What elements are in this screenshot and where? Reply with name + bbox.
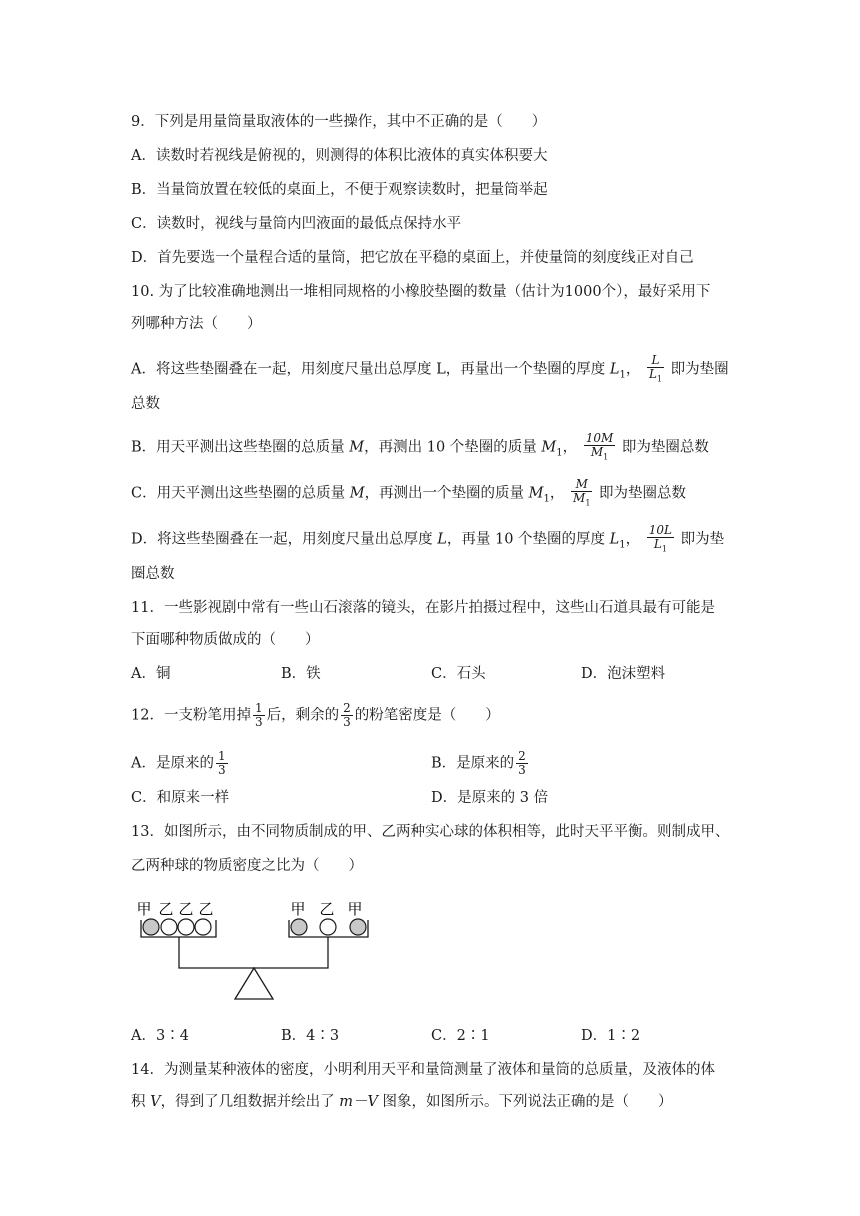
q14-stem-line2: 积 V，得到了几组数据并绘出了 m－V 图象，如图所示。下列说法正确的是（ ） [131, 1094, 673, 1110]
right-label-2: 乙 [319, 900, 335, 918]
q13-stem-line1: 13．如图所示，由不同物质制成的甲、乙两种实心球的体积相等，此时天平平衡。则制成甲、 [131, 824, 730, 840]
q10-option-d[interactable]: D．将这些垫圈叠在一起，用刻度尺量出总厚度 L，再量 10 个垫圈的厚度 $L_1$， $\frac{10L}{L_1}$ 即为垫 [131, 523, 725, 554]
left-label-1: 甲 [136, 900, 152, 918]
balance-fulcrum [235, 968, 273, 999]
q10-c-fraction: $\frac{M}{M_1}$ [573, 477, 591, 508]
q10-d-fraction: $\frac{10L}{L_1}$ [648, 523, 673, 554]
right-label-1: 甲 [290, 900, 306, 918]
q10-b-fraction: $\frac{10M}{M_1}$ [585, 431, 614, 462]
left-label-4: 乙 [198, 900, 214, 918]
left-ball-jia [143, 919, 159, 935]
q14-stem-line1: 14．为测量某种液体的密度，小明利用天平和量筒测量了液体和量筒的总质量，及液体的体 [131, 1062, 715, 1078]
q12-stem: 12．一支粉笔用掉 $\frac{1}{3}$ 后，剩余的 $\frac{2}{3}$ 的粉笔密度是（ ） [131, 701, 500, 729]
q10-option-a[interactable]: A．将这些垫圈叠在一起，用刻度尺量出总厚度 L，再量出一个垫圈的厚度 $L_1$， $\frac{L}{L_1}$ 即为垫圈 [131, 353, 729, 384]
q13-stem-line2: 乙两种球的物质密度之比为（ ） [131, 858, 363, 874]
q10-a-fraction: $\frac{L}{L_1}$ [648, 353, 663, 384]
q9-stem: 9．下列是用量筒量取液体的一些操作，其中不正确的是（ ） [131, 114, 547, 130]
q10-stem-line2: 列哪种方法（ ） [131, 316, 262, 332]
right-ball-yi [320, 919, 336, 935]
q11-stem-line1: 11．一些影视剧中常有一些山石滚落的镜头，在影片拍摄过程中，这些山石道具最有可能是 [131, 600, 715, 616]
q12-option-b[interactable]: B．是原来的 $\frac{2}{3}$ [431, 749, 526, 777]
q13-option-b[interactable]: B．4∶3 [281, 1028, 340, 1044]
q12-option-a[interactable]: A．是原来的 $\frac{1}{3}$ [131, 749, 226, 777]
q9-option-b[interactable]: B．当量筒放置在较低的桌面上，不便于观察读数时，把量筒举起 [131, 182, 548, 198]
q10-option-b[interactable]: B．用天平测出这些垫圈的总质量 M，再测出 10 个垫圈的质量 $M_1$， $\frac{10M}{M_1}$ 即为垫圈总数 [131, 431, 709, 462]
q12-option-c[interactable]: C．和原来一样 [131, 790, 230, 806]
q11-stem-line2: 下面哪种物质做成的（ ） [131, 632, 320, 648]
q9-option-a[interactable]: A．读数时若视线是俯视的，则测得的体积比液体的真实体积要大 [131, 148, 548, 164]
left-label-2: 乙 [158, 900, 174, 918]
balance-beam [179, 937, 328, 968]
q10-option-a-cont: 总数 [131, 396, 160, 412]
q13-option-a[interactable]: A．3∶4 [131, 1028, 189, 1044]
right-ball-jia-1 [291, 919, 307, 935]
balance-figure [130, 890, 380, 1005]
right-label-3: 甲 [347, 900, 363, 918]
q13-option-c[interactable]: C．2∶1 [431, 1028, 490, 1044]
q12-fraction-used: $\frac{1}{3}$ [254, 701, 263, 729]
left-label-3: 乙 [178, 900, 194, 918]
left-ball-yi-2 [178, 919, 194, 935]
q10-stem-line1: 10. 为了比较准确地测出一堆相同规格的小橡胶垫圈的数量（估计为1000个），最好采用下 [131, 284, 711, 300]
q12-option-d[interactable]: D．是原来的 3 倍 [431, 790, 549, 806]
q9-option-d[interactable]: D．首先要选一个量程合适的量筒，把它放在平稳的桌面上，并使量筒的刻度线正对自己 [131, 250, 694, 266]
q11-option-a[interactable]: A．铜 [131, 666, 171, 682]
left-ball-yi-3 [195, 919, 211, 935]
q12-fraction-remaining: $\frac{2}{3}$ [343, 701, 351, 729]
q11-option-d[interactable]: D．泡沫塑料 [581, 666, 666, 682]
q10-option-d-cont: 圈总数 [131, 566, 175, 582]
q11-option-c[interactable]: C．石头 [431, 666, 486, 682]
q10-option-c[interactable]: C．用天平测出这些垫圈的总质量 M，再测出一个垫圈的质量 $M_1$， $\frac{M}{M_1}$ 即为垫圈总数 [131, 477, 687, 508]
left-ball-yi-1 [161, 919, 177, 935]
q13-option-d[interactable]: D．1∶2 [581, 1028, 641, 1044]
q9-option-c[interactable]: C．读数时，视线与量筒内凹液面的最低点保持水平 [131, 216, 462, 232]
right-ball-jia-2 [350, 919, 366, 935]
q11-option-b[interactable]: B．铁 [281, 666, 321, 682]
